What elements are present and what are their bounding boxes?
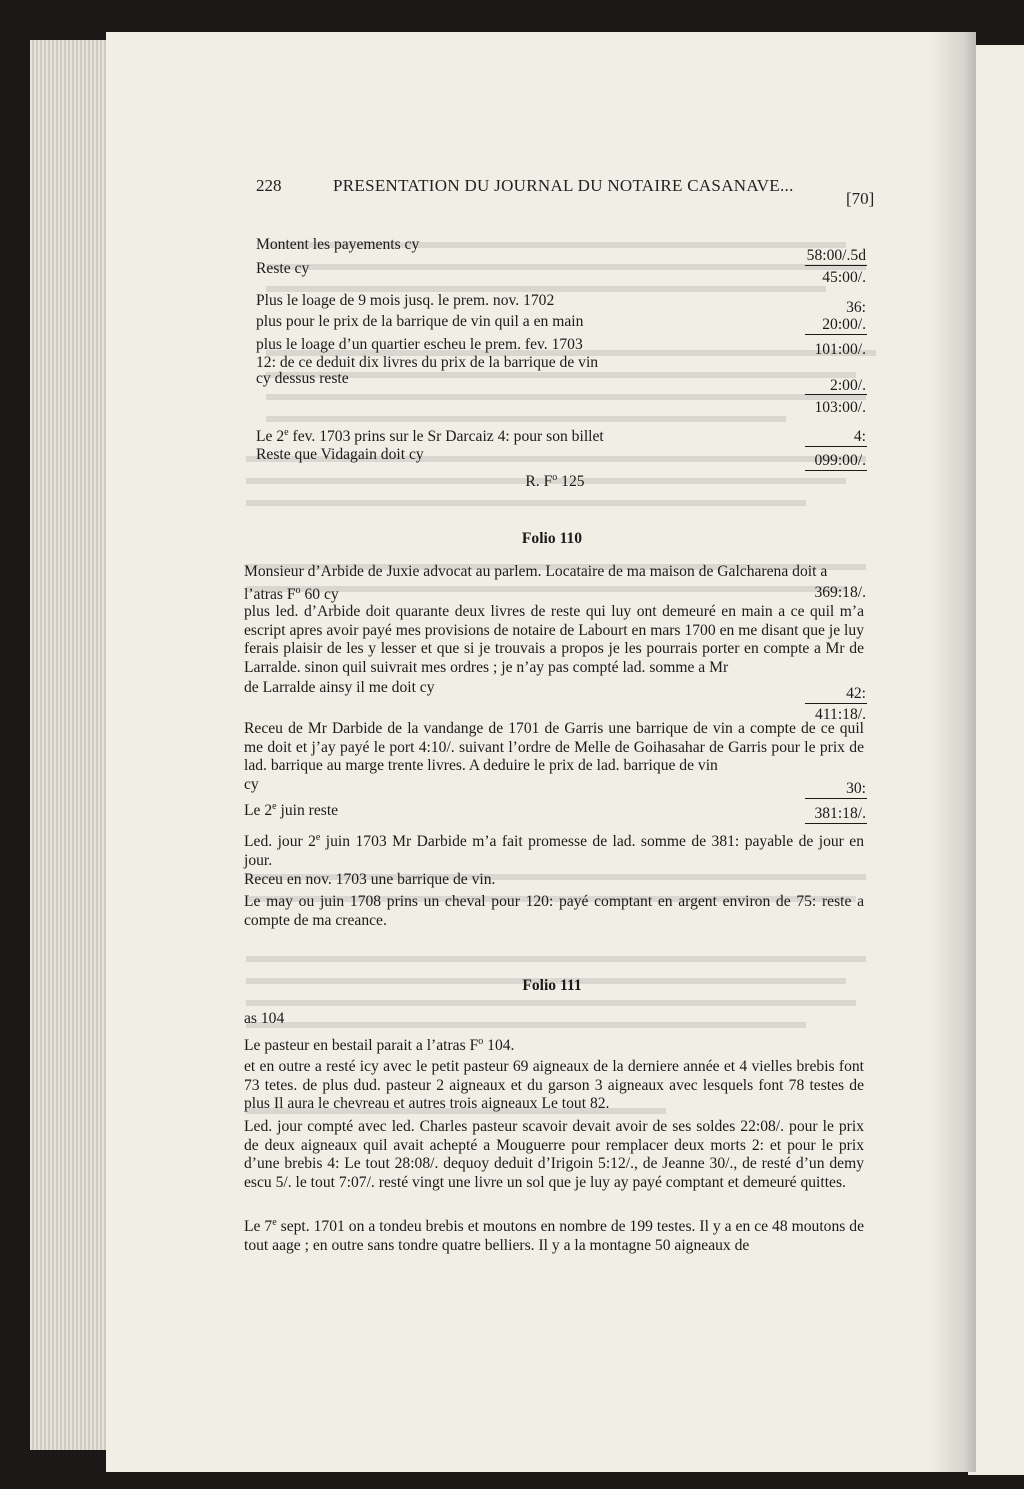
arbide-quarante-paragraph: plus led. d’Arbide doit quarante deux livres de reste qui luy ont demeuré en main a ce quil m’a escript apres avoir payé mes provisions de notaire de Labourt en mars 1700 en me disant que je luy ferais plaisir de les y lesser et que si je trouvais a propos je les pourrais porter en compte a Mr de Larralde. sinon quil suivrait mes ordres ; je n’ay pas compté lad. somme a Mr — [244, 603, 864, 676]
sum-rule — [805, 265, 867, 266]
ledger-line-vidagain: Reste que Vidagain doit cy — [256, 446, 424, 463]
sum-rule — [805, 470, 867, 471]
sum-rule — [805, 823, 867, 824]
ledger-line-reste: Reste cy — [256, 260, 310, 277]
arbide-quarante-last-line: de Larralde ainsy il me doit cy — [244, 679, 435, 696]
ledger-line-loage1: Plus le loage de 9 mois jusq. le prem. nov. 1702 — [256, 292, 555, 309]
ledger-line-dessus: cy dessus reste — [256, 370, 349, 387]
pasteur-line: Le pasteur en bestail parait a l’atras $F^o$ 104. — [244, 1036, 515, 1055]
tondeu-paragraph: Le 7e sept. 1701 on a tondeu brebis et moutons en nombre de 199 testes. Il y a en ce 48 moutons de tout aage ; en outre sans tondre quatre belliers. Il y a la montagne 50 aigneaux de — [244, 1217, 864, 1254]
ledger-line-fev: Le 2e fev. 1703 prins sur le Sr Darcaiz 4: pour son billet — [256, 427, 604, 446]
folio-reference: R. $F^o$ 125 — [525, 472, 585, 491]
sum-rule — [805, 703, 867, 704]
amount-loage2: 101:00/. — [814, 341, 866, 358]
amount-subtotal: 103:00/. — [814, 399, 866, 416]
heading-folio-111: Folio 111 — [522, 977, 582, 994]
heading-folio-110: Folio 110 — [521, 530, 583, 547]
amount-quarante: 42: — [846, 685, 866, 702]
amount-trente: 30: — [846, 780, 866, 797]
compte-charles-paragraph: Led. jour compté avec led. Charles pasteur scavoir devait avoir de ses soldes 22:08/. pour le prix de deux aigneaux quil avait achepté a Mouguerre pour remplacer deux morts 2: et pour le prix d’une brebis 4: Le tout 28:08/. dequoy deduit d’Irigoin 5:12/., de Jeanne 30/., de resté d’un demy escu 5/. le tout 7:07/. resté vingt une livre un sol que je luy ay payé comptant et demeuré quittes. — [244, 1118, 864, 1191]
amount-vidagain: 099:00/. — [814, 452, 866, 469]
amount-dessus: 2:00/. — [830, 377, 866, 394]
gutter-shadow — [930, 32, 976, 1472]
amount-barrique: 20:00/. — [822, 316, 866, 333]
ledger-line-barrique: plus pour le prix de la barrique de vin quil a en main — [256, 313, 584, 330]
amount-381: 381:18/. — [814, 805, 866, 822]
aigneaux-paragraph: et en outre a resté icy avec le petit pasteur 69 aigneaux de la derniere année et 4 vielles brebis font 73 tetes. de plus dud. pasteur 2 aigneaux et du garson 3 aigneaux avec lesquels font 78 testes de plus Il aura le chevreau et autres trois aigneaux Le tout 82. — [244, 1058, 864, 1112]
amount-reste: 45:00/. — [822, 269, 866, 286]
cheval-paragraph: Le may ou juin 1708 prins un cheval pour 120: payé comptant en argent environ de 75: reste a compte de ma creance. — [244, 893, 864, 929]
vandange-paragraph: Receu de Mr Darbide de la vandange de 1701 de Garris une barrique de vin a compte de ce quil me doit et j’ay payé le port 4:10/. suivant l’ordre de Melle de Goihasahar de Garris pour le prix de lad. barrique au marge trente livres. A deduire le prix de lad. barrique de vin — [244, 720, 864, 774]
amount-fev: 4: — [853, 428, 866, 445]
amount-montent: 58:00/.5d — [806, 247, 866, 264]
arbide-entry: Monsieur d’Arbide de Juxie advocat au parlem. Locataire de ma maison de Galcharena doit a l’atras $F^o$ 60 cy — [244, 563, 828, 603]
amount-arbide: 369:18/. — [814, 584, 866, 601]
ledger-line-loage2-cont: 12: de ce deduit dix livres du prix de la barrique de vin — [256, 354, 599, 371]
vandange-last-line: cy — [244, 776, 259, 793]
running-title: PRESENTATION DU JOURNAL DU NOTAIRE CASANAVE... — [333, 176, 794, 195]
bracket-page-number: [70] — [846, 189, 875, 208]
sum-rule — [805, 394, 867, 395]
sum-rule — [805, 446, 867, 447]
juin-reste-line: Le 2e juin reste — [244, 801, 339, 820]
promesse-paragraph: Led. jour 2e juin 1703 Mr Darbide m’a fait promesse de lad. somme de 381: payable de jour en jour. — [244, 832, 865, 869]
sum-rule — [805, 334, 867, 335]
page-number: 228 — [256, 176, 282, 195]
as-104-line: as 104 — [244, 1010, 285, 1027]
amount-411: 411:18/. — [815, 706, 866, 723]
sum-rule — [805, 798, 867, 799]
book-page-edges — [30, 40, 110, 1450]
ledger-line-montent: Montent les payements cy — [256, 236, 420, 253]
amount-loage1: 36: — [846, 299, 866, 316]
facing-page-edge — [968, 45, 1024, 1475]
ledger-line-loage2: plus le loage d’un quartier escheu le prem. fev. 1703 — [256, 336, 583, 353]
receu-nov-line: Receu en nov. 1703 une barrique de vin. — [244, 871, 496, 888]
